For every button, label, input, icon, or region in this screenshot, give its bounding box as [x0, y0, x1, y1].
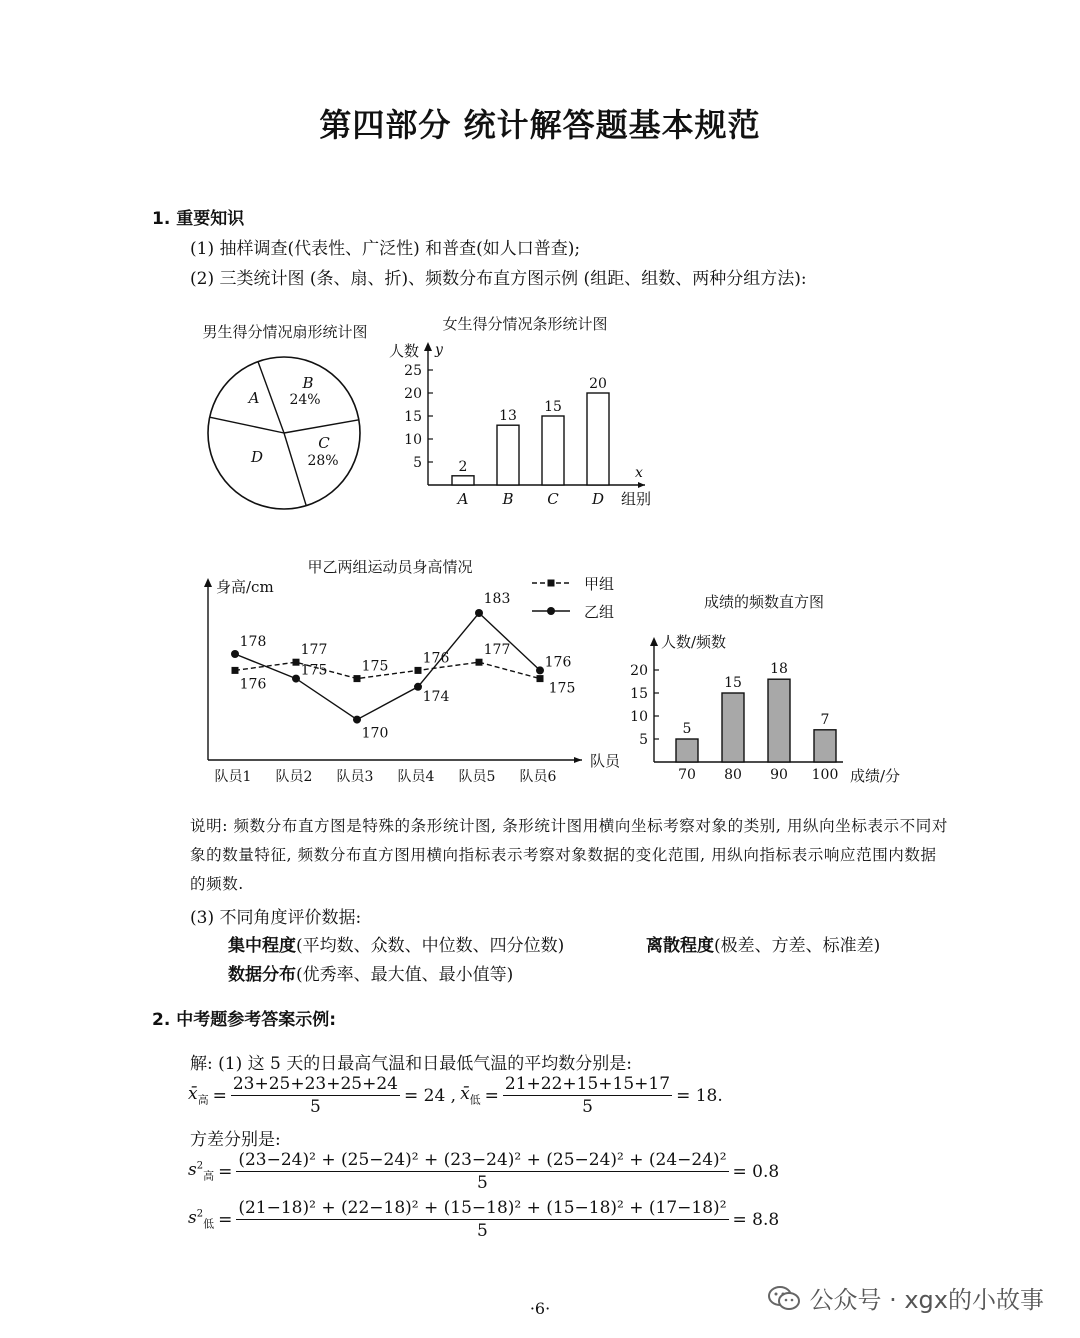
central-text: (平均数、众数、中位数、四分位数): [296, 936, 565, 956]
pie-label-a: A: [248, 389, 260, 407]
pie-label-d: D: [250, 448, 264, 466]
bar-value-label: 15: [544, 399, 562, 415]
legend-marker-yi: [547, 607, 555, 615]
dispersion-text: (极差、方差、标准差): [714, 936, 881, 956]
bar-value-label: 5: [682, 721, 692, 737]
note-paragraph: 说明: 频数分布直方图是特殊的条形统计图, 条形统计图用横向坐标考察对象的类别, 用纵向坐标表示不同对象的数量特征, 频数分布直方图用横向指标表示考察对象数据的变化范围, 用纵向指标表示响应范围内数据的频数.: [190, 817, 948, 893]
y-tick-label: 20: [404, 386, 422, 402]
mean-high-fraction: $\frac{23+25+23+25+24}{5}$: [232, 1074, 398, 1117]
y-tick-label: 10: [404, 432, 422, 448]
bar: [452, 476, 474, 485]
central-label: 集中程度: [228, 936, 296, 956]
x-axis-arrow: [574, 757, 582, 763]
line-y-label: 身高/cm: [216, 578, 274, 596]
bar-value-label: 13: [499, 408, 517, 425]
x-category-label: 队员4: [397, 769, 435, 785]
hist-x-label: 成绩/分: [850, 767, 901, 785]
watermark-text: 公众号 · xgx的小故事: [809, 1286, 1044, 1314]
variance-intro: 方差分别是:: [190, 1130, 281, 1150]
solution-line1: 解: (1) 这 5 天的日最高气温和日最低气温的平均数分别是:: [190, 1054, 632, 1074]
mean-low-symbol: $x̄_低$: [460, 1084, 481, 1107]
distribution-text: (优秀率、最大值、最小值等): [296, 965, 514, 985]
point-jia: [293, 659, 300, 666]
girls-chart-title: 女生得分情况条形统计图: [442, 315, 608, 333]
x-category-label: B: [502, 490, 514, 508]
mean-low-result: = 18.: [676, 1086, 723, 1106]
point-value-label: 176: [239, 676, 267, 693]
line-x-label: 队员: [590, 752, 621, 770]
variance-low-formula: $s^2_低$ = $\frac{\text{(21−18)² + (22−18)² + (15−18)² + (15−18)² + (17−18)²}}{5}$ = 8.8: [188, 1198, 780, 1241]
y-tick-label: 20: [630, 663, 648, 679]
var-high-fraction: $\frac{\text{(23−24)² + (25−24)² + (23−24)² + (25−24)² + (24−24)²}}{5}$: [238, 1150, 727, 1193]
bar-value-label: 15: [724, 675, 742, 691]
pie-divider: [210, 417, 284, 433]
bar-value-label: 20: [589, 376, 607, 392]
var-low-symbol: $s^2_低$: [188, 1208, 215, 1231]
bar: [497, 425, 519, 485]
dispersion: [646, 931, 880, 956]
distribution-label: 数据分布: [228, 965, 296, 985]
histogram-bar: [676, 739, 698, 762]
x-category-label: 80: [724, 767, 742, 783]
point-jia: [415, 667, 422, 674]
x-category-label: C: [547, 490, 559, 508]
y-tick-label: 15: [404, 409, 422, 425]
mean-formulas: $x̄_高$ = $\frac{23+25+23+25+24}{5}$ = 24 , $x̄_低$ = $\frac{21+22+15+15+17}{5}$ = 18.: [188, 1074, 723, 1117]
x-category-label: D: [591, 490, 605, 508]
section1-heading: 1. 重要知识: [152, 209, 245, 229]
pie-value-b: 24%: [289, 392, 321, 408]
hist-y-label: 人数/频数: [661, 633, 727, 651]
point-yi: [475, 609, 483, 617]
item-3: (3) 不同角度评价数据:: [190, 908, 362, 928]
point-jia: [537, 675, 544, 682]
watermark: [767, 1280, 1044, 1315]
height-line-chart: [190, 550, 630, 790]
point-value-label: 178: [239, 634, 267, 650]
item-2: (2) 三类统计图 (条、扇、折)、频数分布直方图示例 (组距、组数、两种分组方法):: [190, 269, 807, 289]
x-category-label: 队员3: [336, 769, 374, 785]
girls-bar-chart: [383, 310, 673, 515]
girls-x-label: 组别: [621, 490, 652, 508]
score-histogram: [618, 585, 918, 790]
x-category-label: 队员1: [214, 769, 252, 785]
y-axis-arrow: [204, 578, 212, 587]
bar: [542, 416, 564, 485]
histogram-bar: [722, 693, 744, 762]
var-low-result: = 8.8: [732, 1210, 780, 1230]
girls-x-letter: x: [635, 465, 643, 481]
point-value-label: 175: [361, 658, 389, 675]
point-value-label: 175: [548, 680, 576, 697]
histogram-bar: [814, 730, 836, 762]
x-category-label: 队员6: [519, 769, 557, 785]
bar-value-label: 2: [458, 458, 468, 475]
var-high-symbol: $s^2_高$: [188, 1160, 215, 1183]
point-value-label: 176: [422, 650, 450, 667]
var-high-result: = 0.8: [732, 1162, 780, 1182]
y-tick-label: 5: [413, 455, 422, 471]
pie-value-c: 28%: [307, 453, 339, 469]
point-yi: [536, 666, 544, 674]
dispersion-label: 离散程度: [646, 936, 714, 956]
point-value-label: 174: [422, 688, 450, 705]
y-tick-label: 15: [630, 686, 648, 702]
pie-label-b: B: [302, 374, 314, 392]
legend-label-jia: 甲组: [584, 575, 615, 593]
bar-value-label: 18: [770, 661, 788, 678]
y-axis-arrow: [650, 637, 658, 646]
bar-value-label: 7: [820, 711, 830, 728]
central-tendency: [228, 931, 564, 956]
mean-high-result: = 24 ,: [403, 1086, 457, 1106]
point-value-label: 177: [483, 642, 511, 659]
x-category-label: 70: [678, 767, 696, 783]
point-value-label: 177: [300, 642, 328, 659]
legend-marker-jia: [548, 580, 555, 587]
y-tick-label: 10: [630, 709, 648, 725]
pie-divider: [284, 420, 359, 433]
point-value-label: 175: [300, 662, 328, 679]
histogram-bar: [768, 679, 790, 762]
var-low-fraction: $\frac{\text{(21−18)² + (22−18)² + (15−18)² + (15−18)² + (17−18)²}}{5}$: [238, 1198, 727, 1241]
hist-title: 成绩的频数直方图: [703, 593, 825, 611]
x-axis-arrow: [638, 482, 645, 488]
point-jia: [232, 667, 239, 674]
point-yi: [353, 716, 361, 724]
point-jia: [476, 659, 483, 666]
point-jia: [354, 675, 361, 682]
mean-low-fraction: $\frac{21+22+15+15+17}{5}$: [504, 1074, 671, 1117]
mean-high-symbol: $x̄_高$: [188, 1084, 209, 1107]
point-yi: [292, 675, 300, 683]
y-tick-label: 5: [639, 732, 648, 748]
girls-y-letter: y: [435, 342, 443, 358]
line-chart-title: 甲乙两组运动员身高情况: [307, 558, 473, 576]
point-value-label: 183: [483, 591, 511, 607]
wechat-icon: [767, 1284, 801, 1312]
point-yi: [414, 683, 422, 691]
point-value-label: 170: [361, 725, 389, 742]
distribution: [228, 960, 513, 985]
point-yi: [231, 650, 239, 658]
girls-y-label: 人数: [389, 342, 420, 360]
page-title: 第四部分 统计解答题基本规范: [319, 106, 761, 144]
section2-heading: 2. 中考题参考答案示例:: [152, 1010, 337, 1030]
legend: [532, 575, 614, 621]
pie-title: 男生得分情况扇形统计图: [202, 323, 368, 341]
pie-divider: [258, 362, 284, 433]
pie-chart: [195, 315, 375, 515]
page-number: ·6·: [529, 1299, 551, 1318]
pie-divider: [284, 433, 306, 506]
x-category-label: 90: [770, 767, 788, 783]
point-value-label: 176: [544, 654, 572, 671]
x-category-label: 队员5: [458, 769, 496, 785]
x-category-label: 队员2: [275, 769, 313, 785]
bar: [587, 393, 609, 485]
variance-high-formula: $s^2_高$ = $\frac{\text{(23−24)² + (25−24)² + (23−24)² + (25−24)² + (24−24)²}}{5}$ = 0.8: [188, 1150, 780, 1193]
x-category-label: 100: [811, 767, 839, 783]
x-category-label: A: [457, 490, 469, 508]
pie-label-c: C: [318, 434, 330, 452]
item-1: (1) 抽样调查(代表性、广泛性) 和普查(如人口普查);: [190, 239, 581, 259]
y-axis-arrow: [424, 342, 432, 351]
legend-label-yi: 乙组: [584, 603, 615, 621]
y-tick-label: 25: [404, 363, 422, 379]
